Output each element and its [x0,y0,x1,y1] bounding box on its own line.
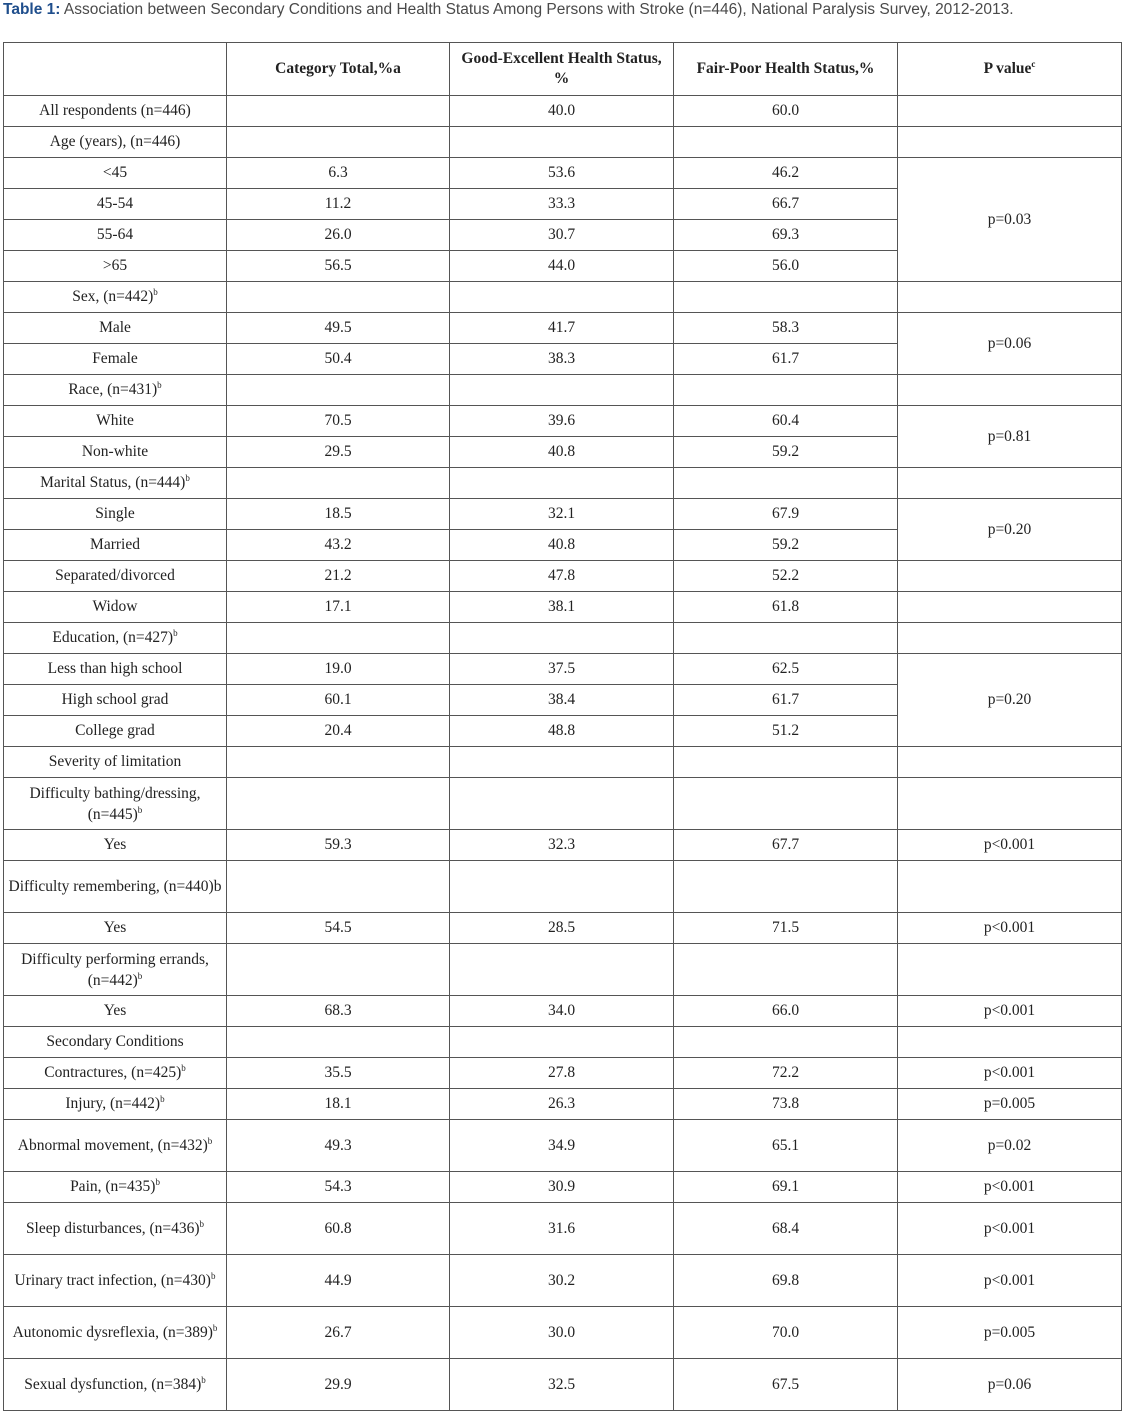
cell-label: Marital Status, (n=444)$^b$ [4,468,227,499]
cell-fair-poor [674,282,898,313]
cell-fair-poor: 51.2 [674,716,898,747]
table-row [4,468,1122,499]
cell-p-value [898,747,1122,778]
cell-fair-poor: 59.2 [674,437,898,468]
cell-label: Urinary tract infection, (n=430)$^b$ [4,1255,227,1307]
cell-good-excellent [450,747,674,778]
cell-category-total: 70.5 [227,406,450,437]
cell-category-total: 19.0 [227,654,450,685]
cell-category-total: 44.9 [227,1255,450,1307]
cell-good-excellent: 40.0 [450,96,674,127]
cell-fair-poor: 67.9 [674,499,898,530]
cell-category-total: 26.7 [227,1307,450,1359]
cell-category-total [227,96,450,127]
cell-category-total: 59.3 [227,830,450,861]
cell-p-value: p<0.001 [898,830,1122,861]
cell-label: 45-54 [4,189,227,220]
cell-category-total [227,861,450,913]
cell-label: Difficulty performing errands, (n=442)$^b$ [4,944,227,996]
cell-p-value: p<0.001 [898,1255,1122,1307]
table-row [4,1172,1122,1203]
cell-good-excellent: 39.6 [450,406,674,437]
caption-label: Table 1: [3,1,61,18]
cell-good-excellent: 40.8 [450,437,674,468]
cell-fair-poor: 69.3 [674,220,898,251]
cell-good-excellent [450,778,674,830]
cell-label: Education, (n=427)$^b$ [4,623,227,654]
table-header [4,43,1122,96]
cell-p-value [898,623,1122,654]
cell-category-total: 20.4 [227,716,450,747]
footnote-superscript: b [155,1176,160,1187]
cell-label: Injury, (n=442)$^b$ [4,1089,227,1120]
header-cell-category-total: Category Total,%a [227,43,450,96]
cell-label: All respondents (n=446) [4,96,227,127]
cell-p-value: p=0.005 [898,1307,1122,1359]
cell-category-total [227,375,450,406]
cell-label: College grad [4,716,227,747]
cell-good-excellent: 28.5 [450,913,674,944]
cell-fair-poor: 52.2 [674,561,898,592]
cell-p-value [898,127,1122,158]
footnote-superscript: b [199,1218,205,1229]
table-row [4,96,1122,127]
cell-label: Difficulty bathing/dressing, (n=445)$^b$ [4,778,227,830]
table-row [4,1089,1122,1120]
cell-fair-poor: 61.7 [674,344,898,375]
cell-label: Contractures, (n=425)$^b$ [4,1058,227,1089]
footnote-superscript: b [157,379,162,390]
cell-fair-poor: 62.5 [674,654,898,685]
cell-category-total: 43.2 [227,530,450,561]
cell-label: Sex, (n=442)$^b$ [4,282,227,313]
cell-good-excellent [450,468,674,499]
cell-fair-poor: 59.2 [674,530,898,561]
cell-label: Female [4,344,227,375]
cell-good-excellent: 41.7 [450,313,674,344]
footnote-superscript: b [210,1270,216,1281]
footnote-superscript: b [137,970,143,981]
cell-fair-poor [674,623,898,654]
cell-good-excellent [450,282,674,313]
header-cell-fair-poor: Fair-Poor Health Status,% [674,43,898,96]
cell-category-total: 18.1 [227,1089,450,1120]
cell-good-excellent [450,375,674,406]
cell-good-excellent [450,861,674,913]
cell-fair-poor: 60.0 [674,96,898,127]
table-row [4,1307,1122,1359]
cell-fair-poor: 66.7 [674,189,898,220]
cell-label: 55-64 [4,220,227,251]
cell-fair-poor: 46.2 [674,158,898,189]
cell-category-total [227,1027,450,1058]
cell-good-excellent: 32.1 [450,499,674,530]
cell-fair-poor: 60.4 [674,406,898,437]
cell-good-excellent [450,944,674,996]
cell-good-excellent: 33.3 [450,189,674,220]
results-table [3,42,1122,1411]
cell-category-total: 26.0 [227,220,450,251]
cell-label: Difficulty remembering, (n=440)b [4,861,227,913]
table-row [4,406,1122,437]
cell-good-excellent: 38.1 [450,592,674,623]
cell-good-excellent [450,1027,674,1058]
header-cell-p-value: P value$^c$ [898,43,1122,96]
cell-category-total [227,747,450,778]
cell-p-value: p<0.001 [898,913,1122,944]
table-row [4,282,1122,313]
cell-label: White [4,406,227,437]
cell-category-total: 18.5 [227,499,450,530]
cell-fair-poor: 65.1 [674,1120,898,1172]
cell-p-value [898,1027,1122,1058]
cell-good-excellent [450,623,674,654]
table-row [4,747,1122,778]
table-row [4,1058,1122,1089]
cell-good-excellent: 37.5 [450,654,674,685]
cell-label: Secondary Conditions [4,1027,227,1058]
cell-category-total [227,468,450,499]
cell-category-total [227,127,450,158]
cell-fair-poor: 71.5 [674,913,898,944]
cell-category-total [227,623,450,654]
cell-category-total: 29.5 [227,437,450,468]
cell-category-total: 17.1 [227,592,450,623]
cell-good-excellent: 47.8 [450,561,674,592]
cell-fair-poor [674,747,898,778]
table-row [4,1120,1122,1172]
cell-good-excellent: 32.3 [450,830,674,861]
cell-p-value [898,778,1122,830]
cell-good-excellent: 48.8 [450,716,674,747]
cell-fair-poor: 58.3 [674,313,898,344]
cell-fair-poor [674,944,898,996]
cell-category-total [227,944,450,996]
cell-label: Race, (n=431)$^b$ [4,375,227,406]
table-row [4,499,1122,530]
cell-good-excellent: 40.8 [450,530,674,561]
cell-label: Pain, (n=435)$^b$ [4,1172,227,1203]
cell-category-total: 29.9 [227,1359,450,1411]
cell-category-total: 49.5 [227,313,450,344]
cell-category-total: 35.5 [227,1058,450,1089]
caption-text: Association between Secondary Conditions and Health Status Among Persons with Stroke (n=446), National Paralysis Survey, 2012-2013. [60,1,1014,18]
header-cell-good-excellent: Good-Excellent Health Status, % [450,43,674,96]
cell-label: Yes [4,913,227,944]
cell-good-excellent: 30.2 [450,1255,674,1307]
cell-category-total: 6.3 [227,158,450,189]
footnote-superscript: b [137,804,143,815]
cell-category-total: 54.5 [227,913,450,944]
table-row [4,623,1122,654]
footnote-superscript: b [201,1374,206,1385]
cell-category-total: 68.3 [227,996,450,1027]
footnote-superscript: b [160,1093,165,1104]
cell-p-value: p=0.20 [898,654,1122,747]
cell-fair-poor [674,127,898,158]
cell-category-total: 21.2 [227,561,450,592]
cell-label: Widow [4,592,227,623]
cell-fair-poor [674,375,898,406]
cell-good-excellent: 26.3 [450,1089,674,1120]
cell-p-value [898,944,1122,996]
cell-good-excellent: 53.6 [450,158,674,189]
table-row [4,654,1122,685]
table-row [4,913,1122,944]
table-row [4,778,1122,830]
cell-fair-poor [674,468,898,499]
cell-category-total: 11.2 [227,189,450,220]
table-caption [3,0,1120,20]
cell-label: >65 [4,251,227,282]
cell-fair-poor: 56.0 [674,251,898,282]
cell-good-excellent: 31.6 [450,1203,674,1255]
cell-p-value: p<0.001 [898,1172,1122,1203]
table-row [4,1027,1122,1058]
cell-label: Autonomic dysreflexia, (n=389)$^b$ [4,1307,227,1359]
cell-p-value: p=0.20 [898,499,1122,561]
table-row [4,830,1122,861]
cell-label: Sexual dysfunction, (n=384)$^b$ [4,1359,227,1411]
cell-p-value: p=0.005 [898,1089,1122,1120]
cell-p-value: p=0.06 [898,1359,1122,1411]
table-row [4,944,1122,996]
cell-fair-poor: 61.8 [674,592,898,623]
table-row [4,996,1122,1027]
cell-fair-poor: 67.5 [674,1359,898,1411]
cell-label: Single [4,499,227,530]
cell-good-excellent: 38.4 [450,685,674,716]
cell-category-total: 60.1 [227,685,450,716]
cell-fair-poor [674,861,898,913]
cell-label: Sleep disturbances, (n=436)$^b$ [4,1203,227,1255]
cell-category-total [227,282,450,313]
cell-category-total [227,778,450,830]
table-row [4,1359,1122,1411]
cell-good-excellent: 30.0 [450,1307,674,1359]
table-row [4,127,1122,158]
cell-fair-poor: 69.8 [674,1255,898,1307]
footnote-superscript: b [185,472,190,483]
table-body [4,96,1122,1411]
cell-category-total: 56.5 [227,251,450,282]
cell-p-value: p=0.03 [898,158,1122,282]
cell-label: Yes [4,830,227,861]
footnote-superscript: b [153,286,158,297]
cell-label: <45 [4,158,227,189]
cell-good-excellent: 34.0 [450,996,674,1027]
cell-category-total: 60.8 [227,1203,450,1255]
cell-p-value [898,96,1122,127]
header-row [4,43,1122,96]
cell-fair-poor: 69.1 [674,1172,898,1203]
table-row [4,861,1122,913]
cell-good-excellent: 30.7 [450,220,674,251]
cell-p-value: p<0.001 [898,1203,1122,1255]
table-row [4,1203,1122,1255]
cell-fair-poor: 72.2 [674,1058,898,1089]
table-row [4,561,1122,592]
cell-fair-poor: 66.0 [674,996,898,1027]
cell-p-value [898,375,1122,406]
header-cell-label [4,43,227,96]
cell-good-excellent: 27.8 [450,1058,674,1089]
cell-fair-poor [674,778,898,830]
cell-p-value: p<0.001 [898,996,1122,1027]
cell-category-total: 54.3 [227,1172,450,1203]
cell-label: Severity of limitation [4,747,227,778]
cell-p-value [898,592,1122,623]
cell-good-excellent: 34.9 [450,1120,674,1172]
cell-p-value [898,468,1122,499]
cell-label: High school grad [4,685,227,716]
footnote-superscript: b [212,1322,218,1333]
cell-fair-poor: 61.7 [674,685,898,716]
cell-good-excellent: 44.0 [450,251,674,282]
table-row [4,375,1122,406]
table-row [4,313,1122,344]
cell-p-value [898,561,1122,592]
cell-p-value [898,861,1122,913]
cell-label: Yes [4,996,227,1027]
cell-label: Non-white [4,437,227,468]
footnote-superscript: b [173,627,178,638]
cell-label: Male [4,313,227,344]
cell-label: Less than high school [4,654,227,685]
footnote-superscript: b [181,1062,186,1073]
table-row [4,1255,1122,1307]
header-superscript: c [1031,58,1036,69]
cell-good-excellent: 38.3 [450,344,674,375]
cell-good-excellent: 30.9 [450,1172,674,1203]
cell-label: Age (years), (n=446) [4,127,227,158]
cell-p-value [898,282,1122,313]
cell-category-total: 49.3 [227,1120,450,1172]
cell-good-excellent [450,127,674,158]
cell-fair-poor: 67.7 [674,830,898,861]
cell-p-value: p<0.001 [898,1058,1122,1089]
cell-label: Abnormal movement, (n=432)$^b$ [4,1120,227,1172]
cell-good-excellent: 32.5 [450,1359,674,1411]
cell-fair-poor: 73.8 [674,1089,898,1120]
table-row [4,158,1122,189]
cell-p-value: p=0.02 [898,1120,1122,1172]
cell-fair-poor [674,1027,898,1058]
cell-p-value: p=0.81 [898,406,1122,468]
cell-p-value: p=0.06 [898,313,1122,375]
cell-fair-poor: 70.0 [674,1307,898,1359]
table-row [4,592,1122,623]
cell-label: Married [4,530,227,561]
cell-category-total: 50.4 [227,344,450,375]
footnote-superscript: b [207,1135,213,1146]
cell-label: Separated/divorced [4,561,227,592]
cell-fair-poor: 68.4 [674,1203,898,1255]
